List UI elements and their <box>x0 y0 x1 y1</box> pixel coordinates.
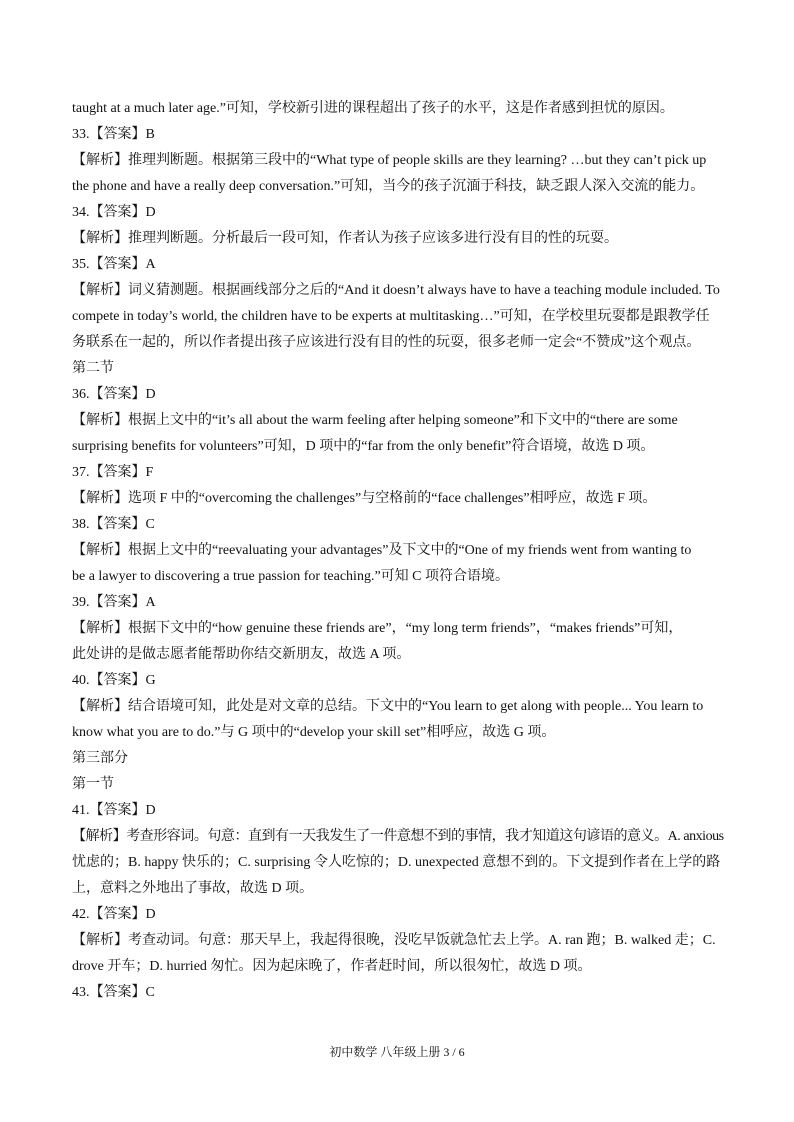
text-line: 41.【答案】D <box>72 803 156 818</box>
text-line: 43.【答案】C <box>72 985 155 1000</box>
text-line: 【解析】推理判断题。分析最后一段可知，作者认为孩子应该多进行没有目的性的玩耍。 <box>72 231 618 246</box>
text-line: 【解析】结合语境可知，此处是对文章的总结。下文中的“You learn to get along with people... You learn to <box>72 699 704 714</box>
page-footer: 初中数学 八年级上册 3 / 6 <box>329 1045 465 1059</box>
text-line: compete in today’s world, the children have to be experts at multitasking…”可知，在学校里玩耍都是跟教学任 <box>72 309 710 324</box>
text-line: 【解析】根据上文中的“reevaluating your advantages”及下文中的“One of my friends went from wanting to <box>72 543 692 558</box>
text-line: surprising benefits for volunteers”可知，D 项中的“far from the only benefit”符合语境，故选 D 项。 <box>72 439 655 454</box>
text-line: taught at a much later age.”可知，学校新引进的课程超出了孩子的水平，这是作者感到担忧的原因。 <box>72 101 674 116</box>
text-line: 38.【答案】C <box>72 517 155 532</box>
text-line: 【解析】根据上文中的“it’s all about the warm feeling after helping someone”和下文中的“there are some <box>72 413 678 428</box>
text-line: drove 开车；D. hurried 匆忙。因为起床晚了，作者赶时间，所以很匆忙，故选 D 项。 <box>72 959 592 974</box>
text-line: 第三部分 <box>72 751 128 766</box>
text-line: 上，意料之外地出了事故，故选 D 项。 <box>72 881 314 896</box>
text-line: 【解析】词义猜测题。根据画线部分之后的“And it doesn’t always have to have a teaching module included. To <box>72 283 720 298</box>
text-line: 39.【答案】A <box>72 595 156 610</box>
text-line: 【解析】推理判断题。根据第三段中的“What type of people skills are they learning? …but they can’t pick up <box>72 153 707 168</box>
text-line: 33.【答案】B <box>72 127 155 142</box>
text-line: 第二节 <box>72 361 114 376</box>
text-line: 【解析】根据下文中的“how genuine these friends are”，“my long term friends”，“makes friends”可知， <box>72 621 683 636</box>
text-line: 【解析】考查形容词。句意：直到有一天我发生了一件意想不到的事情，我才知道这句谚语的意义。A. anxious <box>72 829 724 844</box>
text-line: 务联系在一起的，所以作者提出孩子应该进行没有目的性的玩耍，很多老师一定会“不赞成”这个观点。 <box>72 335 701 350</box>
text-line: 此处讲的是做志愿者能帮助你结交新朋友，故选 A 项。 <box>72 647 411 662</box>
text-line: 【解析】选项 F 中的“overcoming the challenges”与空格前的“face challenges”相呼应，故选 F 项。 <box>72 491 657 506</box>
text-line: 37.【答案】F <box>72 465 154 480</box>
text-line: know what you are to do.”与 G 项中的“develop your skill set”相呼应，故选 G 项。 <box>72 725 556 740</box>
text-line: 42.【答案】D <box>72 907 156 922</box>
text-line: 34.【答案】D <box>72 205 156 220</box>
text-line: the phone and have a really deep conversation.”可知，当今的孩子沉湎于科技，缺乏跟人深入交流的能力。 <box>72 179 705 194</box>
text-line: 40.【答案】G <box>72 673 156 688</box>
text-line: 36.【答案】D <box>72 387 156 402</box>
text-line: 【解析】考查动词。句意：那天早上，我起得很晚，没吃早饭就急忙去上学。A. ran 跑；B. walked 走；C. <box>72 933 716 948</box>
text-line: 忧虑的；B. happy 快乐的；C. surprising 令人吃惊的；D. unexpected 意想不到的。下文提到作者在上学的路 <box>72 855 721 870</box>
text-line: 第一节 <box>72 777 114 792</box>
answer-key-body <box>72 96 724 1006</box>
text-line: 35.【答案】A <box>72 257 156 272</box>
text-line: be a lawyer to discovering a true passion for teaching.”可知 C 项符合语境。 <box>72 569 510 584</box>
